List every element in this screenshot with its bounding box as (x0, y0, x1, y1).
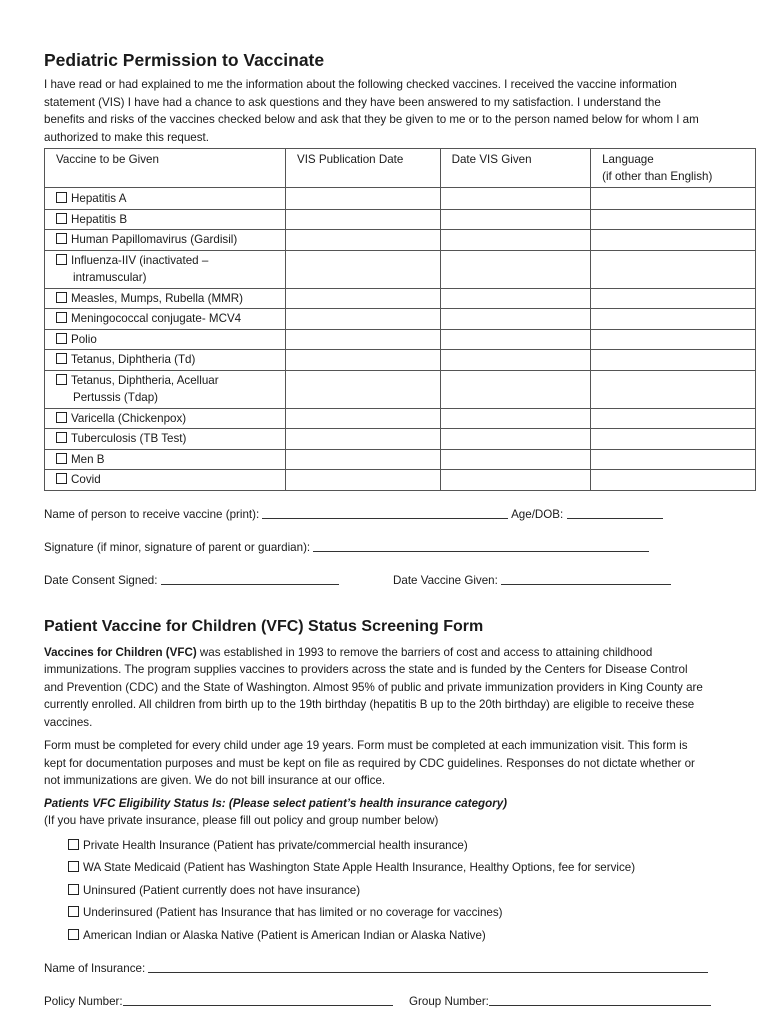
vis-date-cell[interactable] (285, 309, 440, 330)
date-given-cell[interactable] (440, 230, 591, 251)
vaccine-label: Men B (71, 452, 105, 466)
vis-date-cell[interactable] (285, 288, 440, 309)
vaccine-label: Polio (71, 332, 97, 346)
language-cell[interactable] (591, 429, 756, 450)
vis-date-cell[interactable] (285, 470, 440, 491)
language-cell[interactable] (591, 329, 756, 350)
vaccine-cell (45, 250, 286, 288)
vaccine-checkbox[interactable] (56, 254, 67, 265)
vfc-paragraph (44, 644, 704, 732)
language-cell[interactable] (591, 188, 756, 210)
policy-line[interactable] (123, 994, 393, 1006)
table-row (45, 309, 756, 330)
insurance-options (44, 835, 734, 948)
vaccine-checkbox[interactable] (56, 292, 67, 303)
table-row (45, 429, 756, 450)
date-given-cell[interactable] (440, 288, 591, 309)
language-cell[interactable] (591, 449, 756, 470)
vaccine-label: Meningococcal conjugate- MCV4 (71, 312, 242, 325)
option-label: Underinsured (Patient has Insurance that has limited or no coverage for vaccines) (83, 906, 503, 920)
date-consent-label: Date Consent Signed: (44, 573, 158, 587)
vfc-paragraph-text: was established in 1993 to remove the barriers of cost and access to attaining childhood immunizations. The program supplies vaccines to providers across the state and is funded by the Centers for Disease Control and Prevention (CDC) and the State of Washington. Almost 95% of public and private immunization providers in King County are currently enrolled. All children from birth up to the 19th birthday (hepatitis B up to the 20th birthday) are eligible to receive these vaccines. (44, 645, 703, 729)
group-field[interactable] (409, 994, 711, 1008)
vaccine-cell (45, 230, 286, 251)
vaccine-checkbox[interactable] (56, 374, 67, 385)
vaccine-cell (45, 209, 286, 230)
date-given-cell[interactable] (440, 209, 591, 230)
option-checkbox[interactable] (68, 861, 79, 872)
vis-date-cell[interactable] (285, 188, 440, 210)
insurance-option[interactable] (44, 902, 734, 925)
vaccine-checkbox[interactable] (56, 213, 67, 224)
option-checkbox[interactable] (68, 906, 79, 917)
requirements-paragraph: Form must be completed for every child under age 19 years. Form must be completed at each immunization visit. This form is kept for documentation purposes and must be kept on file as required by CDC guidelines. Responses do not dictate whether or not immunizations are given. We do not bill insurance at our office. (44, 739, 695, 788)
insurance-option[interactable] (44, 925, 734, 948)
option-label: WA State Medicaid (Patient has Washington State Apple Health Insurance, Healthy Options, fee for service) (83, 861, 636, 875)
header-vaccine: Vaccine to be Given (45, 149, 286, 188)
vaccine-cell (45, 288, 286, 309)
table-row (45, 288, 756, 309)
form-page (44, 50, 734, 1017)
vaccine-label: Tuberculosis (TB Test) (71, 432, 187, 445)
table-row (45, 230, 756, 251)
language-cell[interactable] (591, 209, 756, 230)
vaccine-cell (45, 329, 286, 350)
table-row (45, 408, 756, 429)
header-date-given: Date VIS Given (440, 149, 591, 188)
vaccine-checkbox[interactable] (56, 432, 67, 443)
date-given-cell[interactable] (440, 408, 591, 429)
vaccine-checkbox[interactable] (56, 312, 67, 323)
vis-date-cell[interactable] (285, 408, 440, 429)
vaccine-checkbox[interactable] (56, 412, 67, 423)
vaccine-label: Hepatitis B (71, 212, 128, 226)
vaccine-checkbox[interactable] (56, 453, 67, 464)
vaccine-checkbox[interactable] (56, 192, 67, 203)
date-given-cell[interactable] (440, 449, 591, 470)
language-cell[interactable] (591, 250, 756, 288)
vaccine-checkbox[interactable] (56, 473, 67, 484)
policy-field[interactable] (44, 994, 393, 1008)
vis-date-cell[interactable] (285, 209, 440, 230)
vis-date-cell[interactable] (285, 350, 440, 371)
language-cell[interactable] (591, 350, 756, 371)
vaccine-label: Varicella (Chickenpox) (71, 411, 187, 425)
consent-intro: I have read or had explained to me the information about the following checked vaccines. I received the vaccine information statement (VIS) I have had a chance to ask questions and they have been answered to my satisfaction. I understand the benefits and risks of the vaccines checked below and ask that they be given to me or to the person named below for whom I am authorized to make this request. (44, 78, 699, 144)
date-given-field[interactable] (393, 573, 671, 587)
option-checkbox[interactable] (68, 929, 79, 940)
table-row (45, 329, 756, 350)
vaccine-cell (45, 370, 286, 408)
vaccine-cell (45, 408, 286, 429)
vaccine-label: Tetanus, Diphtheria (Td) (71, 353, 196, 366)
status-heading: Patients VFC Eligibility Status Is: (Please select patient’s health insurance category) (44, 796, 508, 810)
header-language-sub: (if other than English) (602, 170, 713, 183)
vaccine-cell (45, 309, 286, 330)
insurance-option[interactable] (44, 857, 734, 880)
vis-date-cell[interactable] (285, 370, 440, 408)
vaccine-checkbox[interactable] (56, 333, 67, 344)
vaccine-cell (45, 429, 286, 450)
vaccine-cell (45, 188, 286, 210)
page-title: Pediatric Permission to Vaccinate (44, 50, 325, 70)
status-subheading: (If you have private insurance, please fill out policy and group number below) (44, 814, 439, 828)
language-cell[interactable] (591, 288, 756, 309)
date-given-cell[interactable] (440, 470, 591, 491)
vfc-bold-lead: Vaccines for Children (VFC) (44, 645, 197, 659)
table-row (45, 350, 756, 371)
insurance-name-field[interactable] (44, 961, 708, 975)
vaccine-label: Covid (71, 473, 101, 486)
language-cell[interactable] (591, 230, 756, 251)
vis-date-cell[interactable] (285, 329, 440, 350)
language-cell[interactable] (591, 309, 756, 330)
table-row (45, 470, 756, 491)
vfc-title: Patient Vaccine for Children (VFC) Status Screening Form (44, 617, 484, 635)
group-label: Group Number: (409, 995, 489, 1009)
signature-field[interactable] (44, 540, 649, 554)
date-given-cell[interactable] (440, 329, 591, 350)
policy-label: Policy Number: (44, 995, 123, 1009)
name-field[interactable] (44, 507, 663, 521)
date-given-line[interactable] (501, 573, 671, 585)
header-language-label: Language (602, 153, 654, 166)
vaccine-cell (45, 470, 286, 491)
table-row (45, 250, 756, 288)
vaccine-checkbox[interactable] (56, 353, 67, 364)
table-row (45, 370, 756, 408)
insurance-option[interactable] (44, 835, 734, 858)
language-cell[interactable] (591, 470, 756, 491)
insurance-option[interactable] (44, 880, 734, 903)
option-label: American Indian or Alaska Native (Patient is American Indian or Alaska Native) (83, 928, 486, 942)
date-given-cell[interactable] (440, 250, 591, 288)
vis-date-cell[interactable] (285, 230, 440, 251)
vis-date-cell[interactable] (285, 429, 440, 450)
header-language (591, 149, 756, 188)
table-header-row (45, 149, 756, 188)
age-label: Age/DOB: (511, 507, 564, 521)
group-line[interactable] (489, 994, 711, 1006)
vaccine-checkbox[interactable] (56, 233, 67, 244)
name-label: Name of person to receive vaccine (print): (44, 507, 260, 521)
vaccine-table (44, 148, 756, 491)
table-row (45, 209, 756, 230)
vis-date-cell[interactable] (285, 449, 440, 470)
date-given-cell[interactable] (440, 429, 591, 450)
date-consent-line[interactable] (161, 573, 339, 585)
vaccine-cell (45, 350, 286, 371)
insurance-line[interactable] (148, 961, 708, 973)
vaccine-label: Hepatitis A (71, 192, 127, 205)
date-given-label: Date Vaccine Given: (393, 573, 498, 587)
date-given-cell[interactable] (440, 350, 591, 371)
option-label: Uninsured (Patient currently does not have insurance) (83, 883, 361, 897)
vaccine-label: Tetanus, Diphtheria, Acelluar (71, 373, 219, 387)
name-line[interactable] (262, 507, 508, 519)
option-checkbox[interactable] (68, 839, 79, 850)
insurance-label: Name of Insurance: (44, 962, 146, 976)
table-row (45, 188, 756, 210)
option-label: Private Health Insurance (Patient has private/commercial health insurance) (83, 838, 468, 852)
option-checkbox[interactable] (68, 884, 79, 895)
language-cell[interactable] (591, 370, 756, 408)
signature-line[interactable] (313, 540, 649, 552)
vaccine-label: Influenza-IIV (inactivated – (71, 253, 209, 267)
age-line[interactable] (567, 507, 663, 519)
vis-date-cell[interactable] (285, 250, 440, 288)
language-cell[interactable] (591, 408, 756, 429)
vaccine-label-continued: intramuscular) (73, 271, 147, 284)
vaccine-label: Human Papillomavirus (Gardisil) (71, 233, 238, 246)
date-consent-field[interactable] (44, 573, 339, 587)
vaccine-cell (45, 449, 286, 470)
date-given-cell[interactable] (440, 309, 591, 330)
signature-label: Signature (if minor, signature of parent or guardian): (44, 540, 311, 554)
table-row (45, 449, 756, 470)
header-vis-date: VIS Publication Date (285, 149, 440, 188)
vaccine-label: Measles, Mumps, Rubella (MMR) (71, 291, 244, 305)
vaccine-label-continued: Pertussis (Tdap) (73, 391, 159, 404)
date-given-cell[interactable] (440, 370, 591, 408)
date-given-cell[interactable] (440, 188, 591, 210)
